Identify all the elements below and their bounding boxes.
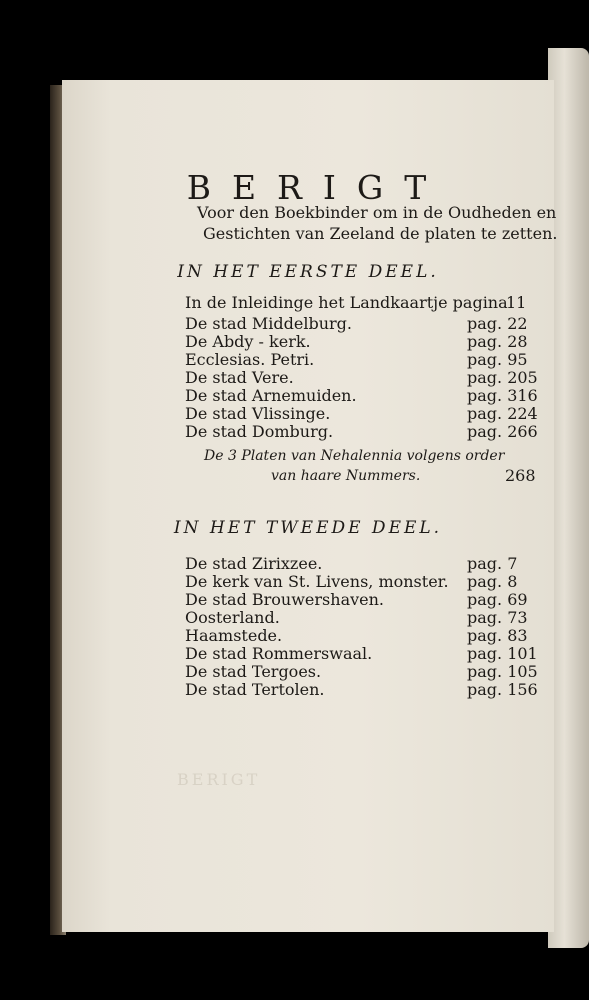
part2-entry-label: De kerk van St. Livens, monster. [185,572,449,591]
book-page [62,80,558,932]
part2-entry-page: pag. 105 [467,662,538,681]
part1-entry-page: pag. 95 [467,350,528,369]
part1-header: IN HET EERSTE DEEL. [177,262,439,282]
part1-entry-page: pag. 22 [467,314,528,333]
page-edge [548,48,589,948]
part1-entry-page: pag. 205 [467,368,538,387]
part1-entry-page: pag. 28 [467,332,528,351]
part1-entry-page: 11 [506,293,527,312]
part1-entry-label: De Abdy - kerk. [185,332,311,351]
part1-entry-label: De stad Vlissinge. [185,404,331,423]
part2-entry-page: pag. 83 [467,626,528,645]
page-title: BERIGT [186,168,448,207]
part2-entry-page: pag. 69 [467,590,528,609]
part1-entry-label: De stad Domburg. [185,422,334,441]
nehalennia-note-page: 268 [505,466,536,485]
bleed-through-text: BERIGT [177,770,261,789]
part1-entry-label: Ecclesias. Petri. [185,350,315,369]
part2-entry-label: De stad Tergoes. [185,662,322,681]
part2-entry-page: pag. 101 [467,644,538,663]
part2-entry-label: Oosterland. [185,608,280,627]
part2-entry-label: De stad Brouwershaven. [185,590,384,609]
nehalennia-note-line-1: De 3 Platen van Nehalennia volgens order [204,448,505,464]
part1-entry-label: De stad Middelburg. [185,314,352,333]
part1-entry-page: pag. 266 [467,422,538,441]
part1-entry-label: De stad Arnemuiden. [185,386,357,405]
part1-entry-label: De stad Vere. [185,368,294,387]
part2-header: IN HET TWEEDE DEEL. [173,518,443,538]
subtitle-line-2: Gestichten van Zeeland de platen te zetten. [203,224,558,243]
nehalennia-note-line-2: van haare Nummers. [271,468,421,484]
part1-entry-page: pag. 316 [467,386,538,405]
part1-entry-label: In de Inleidinge het Landkaartje pagina [185,293,508,312]
part1-entry-page: pag. 224 [467,404,538,423]
subtitle-line-1: Voor den Boekbinder om in de Oudheden en [197,203,557,222]
part2-entry-page: pag. 73 [467,608,528,627]
part2-entry-label: De stad Tertolen. [185,680,325,699]
part2-entry-page: pag. 156 [467,680,538,699]
part2-entry-page: pag. 8 [467,572,518,591]
part2-entry-page: pag. 7 [467,554,518,573]
part2-entry-label: De stad Rommerswaal. [185,644,373,663]
part2-entry-label: De stad Zirixzee. [185,554,323,573]
part2-entry-label: Haamstede. [185,626,283,645]
